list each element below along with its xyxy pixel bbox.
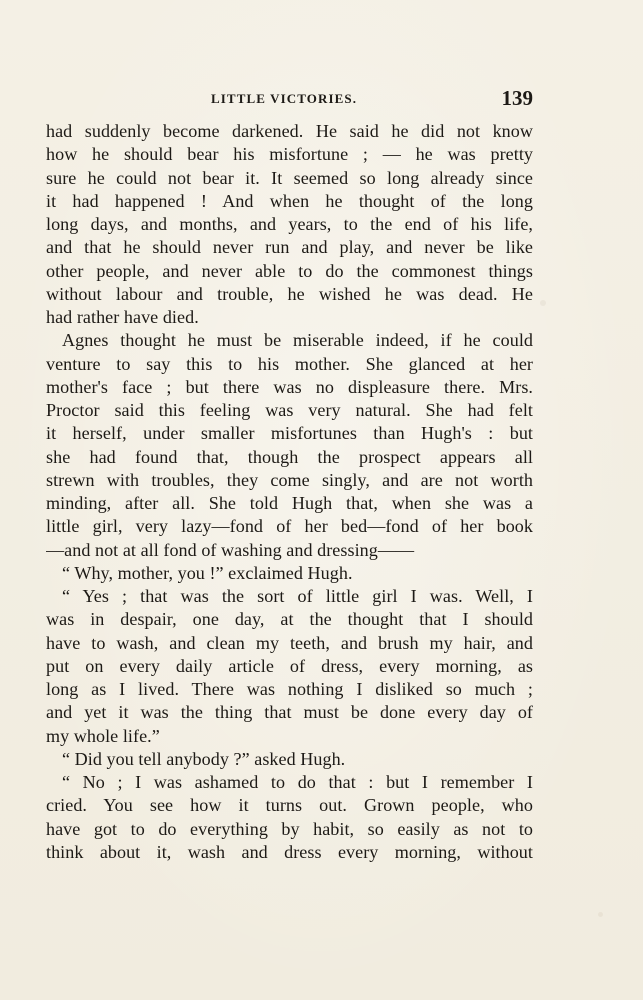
text-line: and that he should never run and play, and never be like [46,237,533,258]
text-line: think about it, wash and dress every morning, without [46,841,533,862]
text-line: long days, and months, and years, to the end of his life, [46,214,533,234]
running-head: LITTLE VICTORIES. [211,91,358,106]
text-line: venture to say this to his mother. She glanced at her [46,353,533,374]
body-text [46,120,533,864]
text-line: Proctor said this feeling was very natural. She had felt [46,400,533,420]
text-line: have got to do everything by habit, so easily as not to [46,818,533,839]
page-number: 139 [501,86,533,110]
text-line: “ Why, mother, you !” exclaimed Hugh. [62,562,353,583]
paper-spot [540,300,546,306]
text-line: it had happened ! And when he thought of the long [46,190,533,211]
text-line: had rather have died. [46,307,199,327]
text-line: long as I lived. There was nothing I disliked so much ; [46,679,533,699]
text-line: sure he could not bear it. It seemed so long already since [46,167,533,188]
page-header [46,86,533,110]
text-line: how he should bear his misfortune ; — he was pretty [46,144,533,165]
text-line: she had found that, though the prospect appears all [46,446,533,467]
text-line: without labour and trouble, he wished he was dead. He [46,283,533,304]
text-line: my whole life.” [46,725,160,746]
text-line: was in despair, one day, at the thought that I should [46,609,533,630]
text-line: have to wash, and clean my teeth, and brush my hair, and [46,632,533,653]
text-line: strewn with troubles, they come singly, and are not worth [46,469,533,490]
text-line: mother's face ; but there was no displeasure there. Mrs. [46,376,533,397]
text-line: Agnes thought he must be miserable indeed, if he could [62,330,533,351]
text-line: put on every daily article of dress, every morning, as [46,655,533,676]
text-line: and yet it was the thing that must be done every day of [46,702,533,723]
text-line: other people, and never able to do the commonest things [46,260,533,281]
text-line: “ Did you tell anybody ?” asked Hugh. [62,748,346,769]
text-line: “ No ; I was ashamed to do that : but I remember I [62,772,533,792]
text-line: little girl, very lazy—fond of her bed—fond of her book [46,516,533,537]
text-line: cried. You see how it turns out. Grown people, who [46,795,533,816]
paper-spot [598,912,603,917]
text-line: had suddenly become darkened. He said he did not know [46,121,533,141]
text-line: —and not at all fond of washing and dressing—— [46,539,415,560]
text-line: it herself, under smaller misfortunes than Hugh's : but [46,423,533,444]
text-line: minding, after all. She told Hugh that, when she was a [46,493,533,513]
text-line: “ Yes ; that was the sort of little girl I was. Well, I [62,586,533,606]
